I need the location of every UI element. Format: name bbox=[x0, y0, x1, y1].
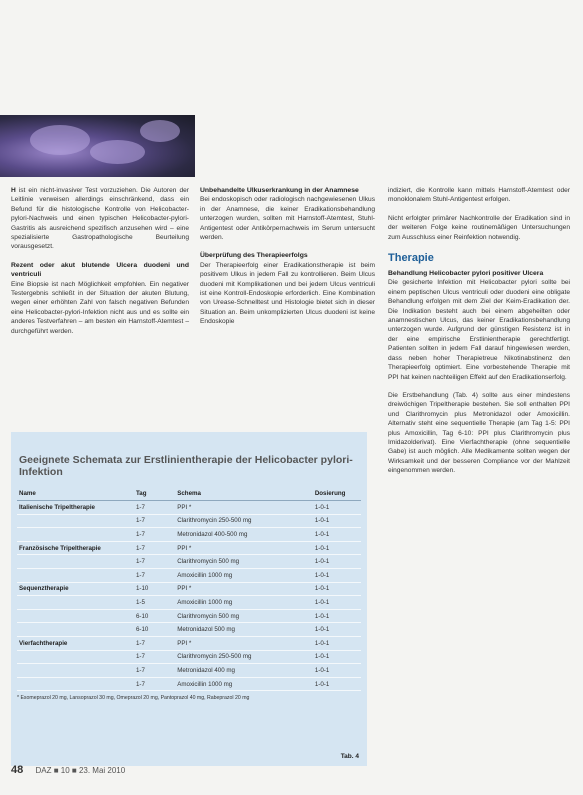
cell-schema: Clarithromycin 500 mg bbox=[175, 609, 313, 623]
cell-dosierung: 1-0-1 bbox=[313, 596, 361, 610]
cell-name bbox=[17, 677, 134, 691]
cell-schema: Metronidazol 400 mg bbox=[175, 664, 313, 678]
cell-tag: 6-10 bbox=[134, 623, 175, 637]
table-title: Geeignete Schemata zur Erstlinientherapie der Helicobacter pylori-Infektion bbox=[19, 454, 353, 478]
cell-schema: Clarithromycin 250-500 mg bbox=[175, 514, 313, 528]
cell-dosierung: 1-0-1 bbox=[313, 568, 361, 582]
cell-tag: 1-7 bbox=[134, 650, 175, 664]
table-row bbox=[17, 528, 361, 542]
paragraph-erstbehandlung: Die Erstbehandlung (Tab. 4) sollte aus einer mindestens dreiwöchigen Tripeltherapie bestehen. Sie soll enthalten PPI und Clarithromycin plus Metronidazol oder Amoxicillin. Alternativ steht eine sequentielle Therapie (am Tag 1-5: PPI plus Amoxicillin, Tag 6-10: PPI plus Clarithromycin plus Imidazolderivat). Eine Vierfachtherapie (ohne sequentielle Gabe) ist auch möglich. Alle Medikamente sollten wegen der Wirksamkeit und der besseren Compliance vor der Mahlzeit eingenommen werden. bbox=[388, 391, 570, 475]
paragraph-cont: indiziert, die Kontrolle kann mittels Harnstoff-Atemtest oder monoklonalem Stuhl-Antigentest erfolgen. bbox=[388, 187, 570, 204]
table-row bbox=[17, 650, 361, 664]
cell-tag: 1-7 bbox=[134, 541, 175, 555]
cell-name bbox=[17, 568, 134, 582]
cell-name bbox=[17, 596, 134, 610]
cell-dosierung: 1-0-1 bbox=[313, 528, 361, 542]
header-schema: Schema bbox=[175, 486, 313, 501]
cell-dosierung: 1-0-1 bbox=[313, 636, 361, 650]
column-1 bbox=[11, 186, 189, 336]
header-name: Name bbox=[17, 486, 134, 501]
cell-dosierung: 1-0-1 bbox=[313, 514, 361, 528]
table-row bbox=[17, 555, 361, 569]
lead-marker: H bbox=[11, 187, 16, 194]
therapy-table bbox=[17, 486, 361, 691]
heading-behandlung: Behandlung Helicobacter pylori positiver Ulcera bbox=[388, 270, 544, 278]
cell-dosierung: 1-0-1 bbox=[313, 582, 361, 596]
cell-schema: PPI * bbox=[175, 541, 313, 555]
cell-dosierung: 1-0-1 bbox=[313, 541, 361, 555]
column-2 bbox=[200, 186, 375, 327]
cell-name: Französische Tripeltherapie bbox=[17, 541, 134, 555]
intro-paragraph bbox=[11, 186, 189, 252]
cell-schema: Amoxicillin 1000 mg bbox=[175, 596, 313, 610]
header-photo bbox=[0, 115, 195, 177]
intro-text: ist ein nicht-invasiver Test vorzuziehen. Die Autoren der Leitlinie verweisen allerdings einschränkend, dass ein Befund für die histologische Kontrolle von Helicobacter-pylori-Nachweis und einen typischen Helicobacter-pylori-Gastritis als ausreichend spezifisch anzusehen wird – eine spezialisierte Gastropathologische Beurteilung vorausgesetzt. bbox=[11, 187, 189, 251]
table-label: Tab. 4 bbox=[340, 753, 359, 760]
cell-tag: 1-7 bbox=[134, 514, 175, 528]
cell-schema: Metronidazol 500 mg bbox=[175, 623, 313, 637]
cell-schema: Metronidazol 400-500 mg bbox=[175, 528, 313, 542]
heading-rezent: Rezent oder akut blutende Ulcera duodeni und ventriculi bbox=[11, 261, 189, 279]
table-row bbox=[17, 664, 361, 678]
cell-tag: 1-7 bbox=[134, 555, 175, 569]
table-row bbox=[17, 582, 361, 596]
table-row bbox=[17, 623, 361, 637]
paragraph-nachkontrolle: Nicht erfolgter primärer Nachkontrolle der Eradikation sind in der weiteren Folge keine routinemäßigen Untersuchungen zum Ausschluss einer Reinfektion notwendig. bbox=[388, 214, 570, 241]
cell-tag: 1-7 bbox=[134, 528, 175, 542]
cell-tag: 6-10 bbox=[134, 609, 175, 623]
header-dosierung: Dosierung bbox=[313, 486, 361, 501]
table-row bbox=[17, 609, 361, 623]
cell-name bbox=[17, 555, 134, 569]
cell-dosierung: 1-0-1 bbox=[313, 677, 361, 691]
cell-tag: 1-7 bbox=[134, 677, 175, 691]
cell-dosierung: 1-0-1 bbox=[313, 555, 361, 569]
cell-dosierung: 1-0-1 bbox=[313, 664, 361, 678]
cell-schema: PPI * bbox=[175, 501, 313, 515]
cell-tag: 1-7 bbox=[134, 664, 175, 678]
table-row bbox=[17, 636, 361, 650]
paragraph-ueberpruefung: Der Therapieerfolg einer Eradikationstherapie ist beim positivem Ulkus in jedem Fall zu kontrollieren. Beim Ulcus duodeni mit Komplikationen und bei jedem Ulcus ventriculi ist eine Kontroll-Endoskopie erforderlich. Eine Kombination von Urease-Schnelltest und Histologie bietet sich in dieser Situation an. Beim unkomplizierten Ulcus duodeni ist keine Endoskopie bbox=[200, 261, 375, 326]
heading-unbehandelt: Unbehandelte Ulkuserkrankung in der Anamnese bbox=[200, 187, 359, 194]
cell-schema: PPI * bbox=[175, 582, 313, 596]
cell-tag: 1-10 bbox=[134, 582, 175, 596]
cell-dosierung: 1-0-1 bbox=[313, 650, 361, 664]
page-number: 48 bbox=[11, 764, 24, 776]
cell-name bbox=[17, 650, 134, 664]
paragraph-unbehandelt: Bei endoskopisch oder radiologisch nachgewiesenen Ulkus in der Anamnese, die keiner Eradikationsbehandlung unterzogen wurden, sollten mit Harnstoff-Atemtest, Stuhl-Antigentest oder Antikörpernachweis im Serum untersucht werden. bbox=[200, 196, 375, 242]
cell-tag: 1-5 bbox=[134, 596, 175, 610]
table-row bbox=[17, 596, 361, 610]
cell-tag: 1-7 bbox=[134, 636, 175, 650]
cell-schema: Amoxicillin 1000 mg bbox=[175, 677, 313, 691]
table-row bbox=[17, 568, 361, 582]
cell-dosierung: 1-0-1 bbox=[313, 623, 361, 637]
therapy-table-box bbox=[11, 432, 367, 766]
table-row bbox=[17, 541, 361, 555]
table-row bbox=[17, 501, 361, 515]
paragraph-rezent: Eine Biopsie ist nach Möglichkeit empfohlen. Ein negativer Testergebnis schließt in der Situation der akuten Blutung, wegen einer erhöhten Zahl von falsch negativen Befunden eine Helicobacter-pylori-Infektion nicht aus und es sollte ein anderes Testverfahren – am besten ein Harnstoff-Atemtest – durchgeführt werden. bbox=[11, 280, 189, 335]
cell-name: Sequenztherapie bbox=[17, 582, 134, 596]
page-footer bbox=[11, 764, 125, 776]
cell-schema: Clarithromycin 500 mg bbox=[175, 555, 313, 569]
issue-info: DAZ ■ 10 ■ 23. Mai 2010 bbox=[35, 766, 126, 775]
cell-tag: 1-7 bbox=[134, 501, 175, 515]
heading-ueberpruefung: Überprüfung des Therapieerfolgs bbox=[200, 252, 308, 260]
cell-dosierung: 1-0-1 bbox=[313, 609, 361, 623]
cell-schema: Amoxicillin 1000 mg bbox=[175, 568, 313, 582]
cell-name bbox=[17, 528, 134, 542]
cell-tag: 1-7 bbox=[134, 568, 175, 582]
cell-dosierung: 1-0-1 bbox=[313, 501, 361, 515]
header-tag: Tag bbox=[134, 486, 175, 501]
cell-name bbox=[17, 623, 134, 637]
table-footnote: * Esomeprazol 20 mg, Lansoprazol 30 mg, Omeprazol 20 mg, Pantoprazol 40 mg, Rabeprazol 20 mg bbox=[17, 695, 250, 702]
cell-schema: PPI * bbox=[175, 636, 313, 650]
cell-schema: Clarithromycin 250-500 mg bbox=[175, 650, 313, 664]
section-title-therapie: Therapie bbox=[388, 252, 434, 265]
table-header-row bbox=[17, 486, 361, 501]
column-3 bbox=[388, 186, 570, 476]
cell-name bbox=[17, 609, 134, 623]
cell-name bbox=[17, 514, 134, 528]
table-row bbox=[17, 677, 361, 691]
table-row bbox=[17, 514, 361, 528]
paragraph-behandlung: Die gesicherte Infektion mit Helicobacter pylori sollte bei einem peptischen Ulcus ventriculi oder duodeni eine obligate Behandlung erfolgen mit dem Ziel der Keim-Eradikation der. Die Indikation besteht auch bei einem abgeheilten oder anamnestischen Ulcus, das keiner Eradikationsbehandlung unterzogen wurde. Aufgrund der günstigen Resistenz ist in der eine empirische Erstlinientherapie gerechtfertigt. Patienten sollten in jedem Fall darauf hingewiesen werden, dass neben hoher Therapietreue Nikotinabstinenz den Therapieerfolg optimiert. Eine vorbestehende Therapie mit PPI hat keinen nachteiligen Effekt auf den Eradikationserfolg. bbox=[388, 279, 570, 381]
cell-name: Italienische Tripeltherapie bbox=[17, 501, 134, 515]
cell-name bbox=[17, 664, 134, 678]
cell-name: Vierfachtherapie bbox=[17, 636, 134, 650]
